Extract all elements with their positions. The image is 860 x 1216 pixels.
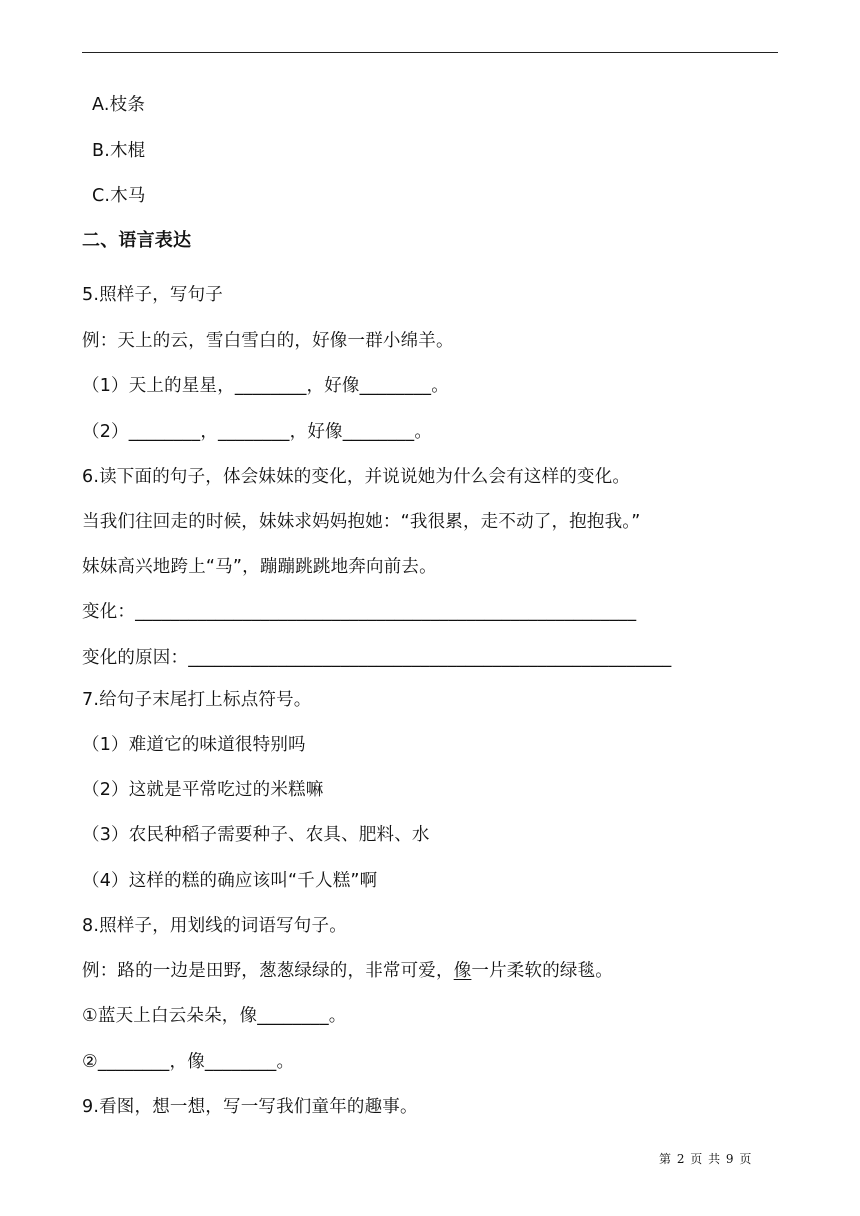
q8-title: 8.照样子，用划线的词语写句子。 [82, 916, 347, 936]
q6-reason-blank: 变化的原因：______________________________________________________ [82, 648, 672, 668]
page-footer: 第 2 页 共 9 页 [659, 1152, 753, 1166]
q7-item-3: （3）农民种稻子需要种子、农具、肥料、水 [82, 825, 430, 845]
q5-item-2: （2）________，________，好像________。 [82, 422, 433, 442]
option-a: A.枝条 [92, 95, 146, 115]
q7-item-1: （1）难道它的味道很特别吗 [82, 735, 306, 755]
q7-title: 7.给句子末尾打上标点符号。 [82, 690, 312, 710]
q8-example-before: 例：路的一边是田野，葱葱绿绿的，非常可爱， [82, 961, 454, 981]
q8-example [82, 959, 613, 983]
section-title: 二、语言表达 [82, 230, 192, 251]
q6-change-blank: 变化：________________________________________________________ [82, 602, 637, 622]
q5-example: 例：天上的云，雪白雪白的，好像一群小绵羊。 [82, 331, 454, 351]
q7-item-2: （2）这就是平常吃过的米糕嘛 [82, 780, 324, 800]
q5-item-1: （1）天上的星星，________，好像________。 [82, 376, 449, 396]
q8-example-after: 一片柔软的绿毯。 [471, 961, 614, 981]
q6-sentence-2: 妹妹高兴地跨上“马”，蹦蹦跳跳地奔向前去。 [82, 557, 437, 577]
q6-sentence-1: 当我们往回走的时候，妹妹求妈妈抱她：“我很累，走不动了，抱抱我。” [82, 512, 641, 532]
option-c: C.木马 [92, 186, 146, 206]
q6-title: 6.读下面的句子，体会妹妹的变化，并说说她为什么会有这样的变化。 [82, 467, 631, 487]
q9-title: 9.看图，想一想，写一写我们童年的趣事。 [82, 1097, 418, 1117]
q8-item-1: ①蓝天上白云朵朵，像________。 [82, 1006, 347, 1026]
q8-item-2: ②________，像________。 [82, 1052, 295, 1072]
header-rule [82, 52, 778, 53]
q8-example-underlined-word: 像 [453, 961, 472, 981]
q5-title: 5.照样子，写句子 [82, 285, 223, 305]
q7-item-4: （4）这样的糕的确应该叫“千人糕”啊 [82, 871, 378, 891]
option-b: B.木棍 [92, 141, 146, 161]
